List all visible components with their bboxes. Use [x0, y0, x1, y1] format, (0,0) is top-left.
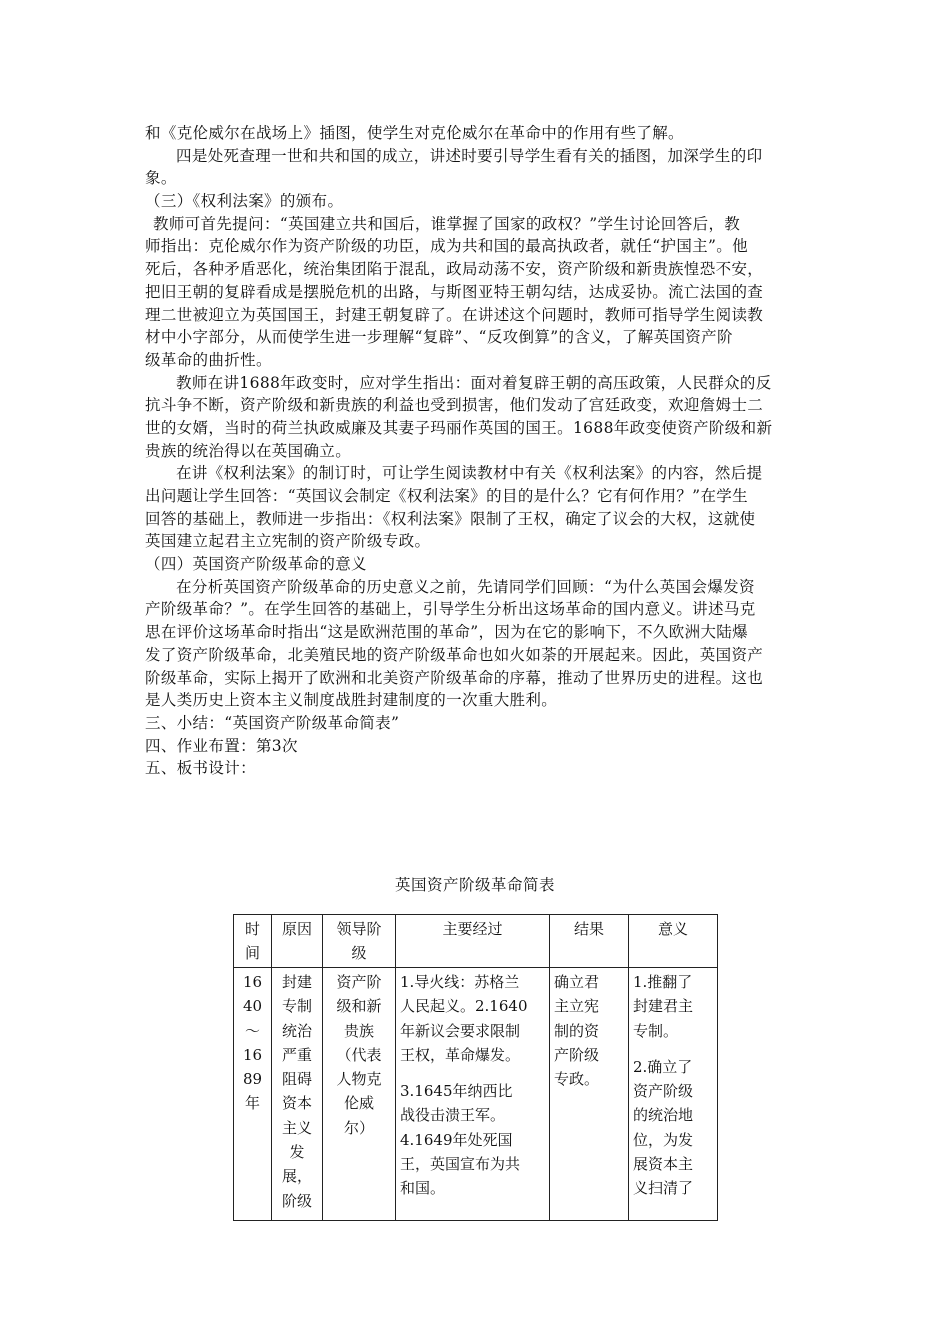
- cell-text: 级和新: [336, 997, 382, 1016]
- text-line: 思在评价这场革命时指出“这是欧洲范围的革命”，因为在它的影响下，不久欧洲大陆爆: [145, 623, 749, 642]
- text-line: 回答的基础上，教师进一步指出：《权利法案》限制了王权，确定了议会的大权，这就使: [145, 509, 756, 528]
- cell-text: 贵族: [343, 1021, 374, 1040]
- cell-text: 89: [242, 1070, 263, 1089]
- cell-text: 3.1645年纳西比: [400, 1082, 513, 1101]
- cell-text: 专制: [281, 997, 312, 1016]
- cell-text: 资产阶: [336, 973, 382, 991]
- table-header-cell: [272, 915, 323, 968]
- text-line: 死后，各种矛盾恶化，统治集团陷于混乱，政局动荡不安，资产阶级和新贵族惶恐不安，: [145, 260, 764, 279]
- text-line: 四是处死查理一世和共和国的成立，讲述时要引导学生看有关的插图，加深学生的印: [176, 146, 763, 165]
- cell-text: 和国。: [400, 1179, 446, 1198]
- cell-text: 确立君: [554, 973, 600, 991]
- cell-text: 40: [242, 997, 263, 1016]
- cell-text: 严重: [281, 1045, 312, 1064]
- text-line: 发了资产阶级革命，北美殖民地的资产阶级革命也如火如荼的开展起来。因此，英国资产: [145, 645, 764, 664]
- cell-text: 统治: [281, 1021, 312, 1040]
- cell-spacer: [633, 1043, 713, 1055]
- table-row: [234, 968, 718, 1221]
- cell-text: 主要经过: [442, 920, 503, 938]
- cell-text: 1.导火线：苏格兰: [400, 973, 520, 991]
- cell-text: 主立宪: [554, 997, 600, 1016]
- cell-text: 封建: [281, 973, 312, 991]
- text-line: 象。: [145, 169, 177, 188]
- cell-text: 义扫清了: [633, 1179, 694, 1198]
- table-title: 英国资产阶级革命简表: [394, 876, 555, 894]
- text-line: 产阶级革命？”。在学生回答的基础上，引导学生分析出这场革命的国内意义。讲述马克: [145, 600, 756, 619]
- cell-text: 原因: [281, 920, 312, 938]
- cell-text: 王权，革命爆发。: [400, 1045, 521, 1064]
- table-cell: [272, 968, 323, 1221]
- text-line: 理二世被迎立为英国国王，封建王朝复辟了。在讲述这个问题时，教师可指导学生阅读教: [145, 305, 764, 324]
- text-line: 级革命的曲折性。: [145, 350, 272, 369]
- cell-text: 主义: [281, 1118, 312, 1137]
- table-header-cell: [550, 915, 629, 968]
- cell-text: 尔）: [343, 1118, 374, 1137]
- cell-text: 16: [242, 1045, 263, 1064]
- cell-text: 的统治地: [633, 1106, 694, 1125]
- cell-text: 制的资: [554, 1021, 600, 1040]
- table-header-cell: [234, 915, 272, 968]
- cell-text: （代表: [336, 1045, 382, 1064]
- cell-text: 级: [351, 944, 367, 963]
- cell-text: 位，为发: [633, 1130, 694, 1149]
- text-line: （三）《权利法案》的颁布。: [145, 192, 344, 211]
- table-cell: [550, 968, 629, 1221]
- text-line: 三、小结：“英国资产阶级革命简表”: [145, 713, 400, 732]
- cell-text: 结果: [573, 920, 604, 938]
- cell-text: ～: [244, 1021, 260, 1040]
- cell-text: 1.推翻了: [633, 973, 693, 991]
- cell-text: 发: [289, 1143, 305, 1162]
- table-header-row: [234, 915, 718, 968]
- text-line: 阶级革命，实际上揭开了欧洲和北美资产阶级革命的序幕，推动了世界历史的进程。这也: [145, 668, 764, 687]
- text-line: 出问题让学生回答：“英国议会制定《权利法案》的目的是什么？它有何作用？”在学生: [145, 487, 749, 505]
- cell-text: 资本: [281, 1094, 312, 1113]
- cell-text: 展资本主: [633, 1155, 694, 1174]
- cell-text: 产阶级: [554, 1045, 600, 1064]
- text-line: 四、作业布置：第3次: [145, 736, 298, 755]
- cell-spacer: [400, 1067, 545, 1079]
- text-line: 材中小字部分，从而使学生进一步理解“复辟”、“反攻倒算”的含义，了解英国资产阶: [145, 328, 733, 347]
- cell-text: 领导阶: [336, 920, 382, 938]
- table-cell: [629, 968, 718, 1221]
- table-cell: [396, 968, 550, 1221]
- table-header-cell: [323, 915, 396, 968]
- cell-text: 2.确立了: [633, 1057, 693, 1076]
- text-line: 在讲《权利法案》的制订时，可让学生阅读教材中有关《权利法案》的内容，然后提: [176, 464, 763, 483]
- cell-text: 资产阶级: [633, 1082, 694, 1101]
- text-line: 把旧王朝的复辟看成是摆脱危机的出路，与斯图亚特王朝勾结，达成妥协。流亡法国的查: [145, 282, 764, 301]
- text-line: 世的女婿，当时的荷兰执政威廉及其妻子玛丽作英国的国王。1688年政变使资产阶级和新: [145, 418, 773, 437]
- table-cell: [234, 968, 272, 1221]
- cell-text: 阻碍: [281, 1070, 312, 1089]
- cell-text: 意义: [657, 920, 688, 938]
- cell-text: 专制。: [633, 1021, 679, 1040]
- text-line: 抗斗争不断，资产阶级和新贵族的利益也受到损害，他们发动了宫廷政变，欢迎詹姆士二: [145, 396, 764, 415]
- text-line: 贵族的统治得以在英国确立。: [145, 441, 352, 460]
- text-line: 是人类历史上资本主义制度战胜封建制度的一次重大胜利。: [145, 691, 558, 710]
- cell-text: 展，: [281, 1167, 312, 1186]
- body-text: [145, 122, 817, 780]
- revolution-summary-table: [233, 914, 718, 1221]
- cell-text: 王，英国宣布为共: [400, 1155, 521, 1174]
- cell-text: 间: [244, 944, 260, 963]
- text-line: 教师在讲1688年政变时，应对学生指出：面对着复辟王朝的高压政策，人民群众的反: [176, 373, 772, 392]
- text-line: （四）英国资产阶级革命的意义: [145, 555, 367, 574]
- cell-text: 时: [244, 920, 260, 938]
- table-cell: [323, 968, 396, 1221]
- cell-text: 年新议会要求限制: [400, 1021, 521, 1040]
- cell-text: 专政。: [554, 1070, 600, 1089]
- cell-text: 伦威: [343, 1094, 374, 1113]
- text-line: 在分析英国资产阶级革命的历史意义之前，先请同学们回顾：“为什么英国会爆发资: [176, 577, 755, 596]
- text-line: 教师可首先提问：“英国建立共和国后，谁掌握了国家的政权？”学生讨论回答后，教: [153, 214, 741, 233]
- cell-text: 封建君主: [633, 997, 694, 1016]
- cell-text: 战役击溃王军。: [400, 1106, 506, 1125]
- text-line: 师指出：克伦威尔作为资产阶级的功臣，成为共和国的最高执政者，就任“护国主”。他: [145, 237, 749, 256]
- table-header-cell: [629, 915, 718, 968]
- cell-text: 年: [244, 1094, 260, 1113]
- cell-text: 阶级: [281, 1191, 312, 1210]
- cell-text: 4.1649年处死国: [400, 1130, 513, 1149]
- text-line: 和《克伦威尔在战场上》插图，使学生对克伦威尔在革命中的作用有些了解。: [145, 124, 684, 142]
- text-line: 英国建立起君主立宪制的资产阶级专政。: [145, 532, 431, 551]
- cell-text: 人物克: [336, 1070, 382, 1089]
- text-line: 五、板书设计：: [145, 759, 256, 778]
- cell-text: 16: [242, 973, 263, 991]
- cell-text: 人民起义。2.1640: [400, 997, 528, 1016]
- table-header-cell: [396, 915, 550, 968]
